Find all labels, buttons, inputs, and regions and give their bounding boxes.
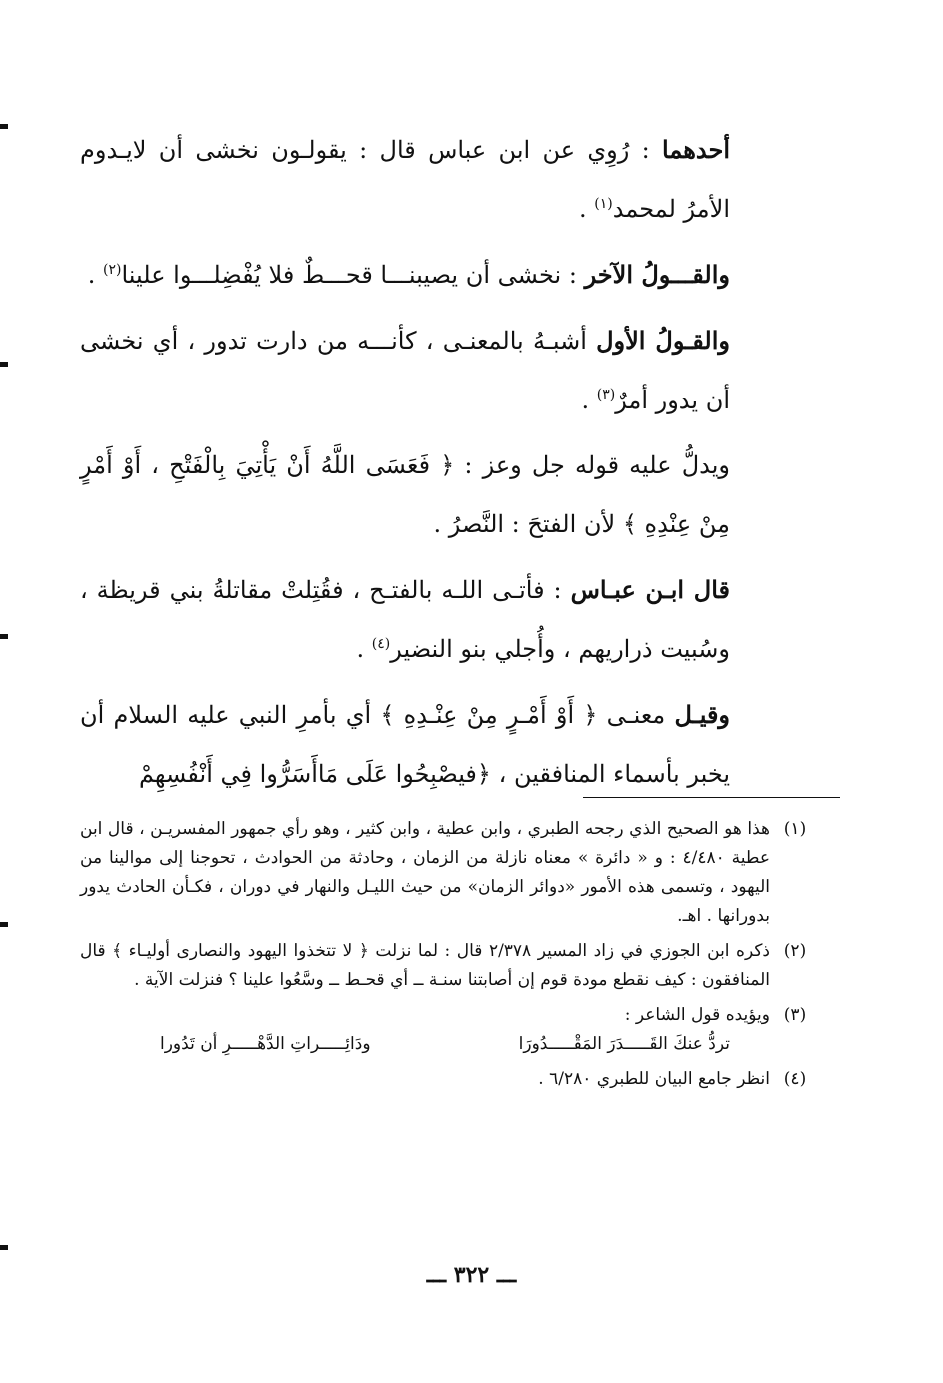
paragraph-1 [80,120,730,239]
paragraph-end: . [581,386,590,414]
footnote-text: ويؤيده قول الشاعر : [624,1005,770,1025]
lead-term: قال ابـن عبـاس [570,575,730,604]
footnote-ref: (٢) [103,262,122,278]
footnote-number: (٣) [783,1005,807,1025]
footnote-number: (١) [783,819,807,839]
edge-mark [0,634,8,639]
paragraph-6 [80,685,730,804]
paragraph-5 [80,560,730,679]
main-text [80,120,730,810]
paragraph-3 [80,311,730,430]
verse-first-hemistich: تردُّ عنكَ القَـــــدَرَ المَقْـــــدُورَا [518,1034,730,1054]
footnote-text: ذكره ابن الجوزي في زاد المسير ٢/٣٧٨ قال : لما نزلت ﴿ لا تتخذوا اليهود والنصارى أوليـاء ﴾ قال المنافقون : كيف نقطع مودة قوم إن أصابتنا سنـة ــ أي قحـط ــ وسَّعُوا علينا ؟ فنزلت الآية . [80,941,770,990]
footnote-ref: (٤) [371,636,391,652]
lead-term: وقيـل [674,700,731,729]
lead-term: أحدهما [662,135,730,164]
lead-term: والقـــولُ الآخر [584,260,730,289]
edge-mark [0,922,8,927]
footnote-text: انظر جامع البيان للطبري ٦/٢٨٠ . [538,1069,770,1089]
page-number: ـــ ٣٢٢ ـــ [426,1262,517,1288]
footnote-4 [80,1065,820,1094]
paragraph-end: . [356,635,365,663]
paragraph-4 [80,436,730,554]
paragraph-text: أشبـهُ بالمعنـى ، كأنـــه من دارت تدور ، أي نخشى أن يدور أمرٌ [80,327,730,414]
footnote-number: (٢) [783,941,807,961]
edge-mark [0,1245,8,1250]
paragraph-text: ويدلُّ عليه قوله جل وعز : ﴿ فَعَسَى اللَّهُ أَنْ يَأْتِيَ بِالْفَتْحِ ، أَوْ أَمْرٍ مِنْ عِنْدِهِ ﴾ لأن الفتحَ : النَّصرُ . [80,451,730,538]
paragraph-text: : فأتـى اللـه بالفتـح ، فقُتِلتْ مقاتلةُ بني قريظة ، وسُبيت ذراريهم ، وأُجلي بنو النضير [80,576,730,663]
edge-mark [0,124,8,129]
footnote-body [80,1001,770,1059]
poetry-verse [80,1030,770,1059]
footnotes [80,815,820,1100]
lead-term: والقـولُ الأول [596,326,730,355]
paragraph-text: معنـى ﴿ أَوْ أَمْـرٍ مِنْ عِنْـدِهِ ﴾ أي بأمرِ النبي عليه السلام أن يخبر بأسماء المنافقين ، ﴿فيصْبِحُوا عَلَى مَاأَسَرُّوا فِي أَنْفُسِهِمْ [80,701,730,788]
footnote-3 [80,1001,820,1059]
paragraph-2 [80,245,730,305]
edge-mark [0,362,8,367]
footnote-separator [583,797,840,798]
paragraph-end: . [579,195,587,223]
footnote-text: هذا هو الصحيح الذي رجحه الطبري ، وابن عطية ، وابن كثير ، وهو رأي جمهور المفسريـن ، قال ابن عطية ٤/٤٨٠ : و « دائرة » معناه نازلة من الزمان ، وحادثة من الحوادث ، تحوجنا إلى موالينا من اليهود ، وتسمى هذه الأمور «دوائر الزمان» من حيث الليـل والنهار في دوران ، فكـأن الحادث يدور بدورانها . اهـ. [80,819,770,926]
paragraph-text: : رُوِي عن ابن عباس قال : يقولـون نخشى أن لايـدوم الأمرُ لمحمد [80,136,730,223]
footnote-number: (٤) [783,1069,807,1089]
paragraph-text: : نخشى أن يصيبنـــا قحـــطٌ فلا يُفْضِلـــوا علينا [121,261,577,289]
footnote-ref: (١) [594,196,613,212]
paragraph-end: . [87,261,96,289]
footnote-1 [80,815,820,931]
footnote-2 [80,937,820,995]
footnote-ref: (٣) [596,387,616,403]
verse-second-hemistich: ودَائِـــــراتِ الدَّهْـــــرِ أن تَدُورا [160,1034,371,1054]
